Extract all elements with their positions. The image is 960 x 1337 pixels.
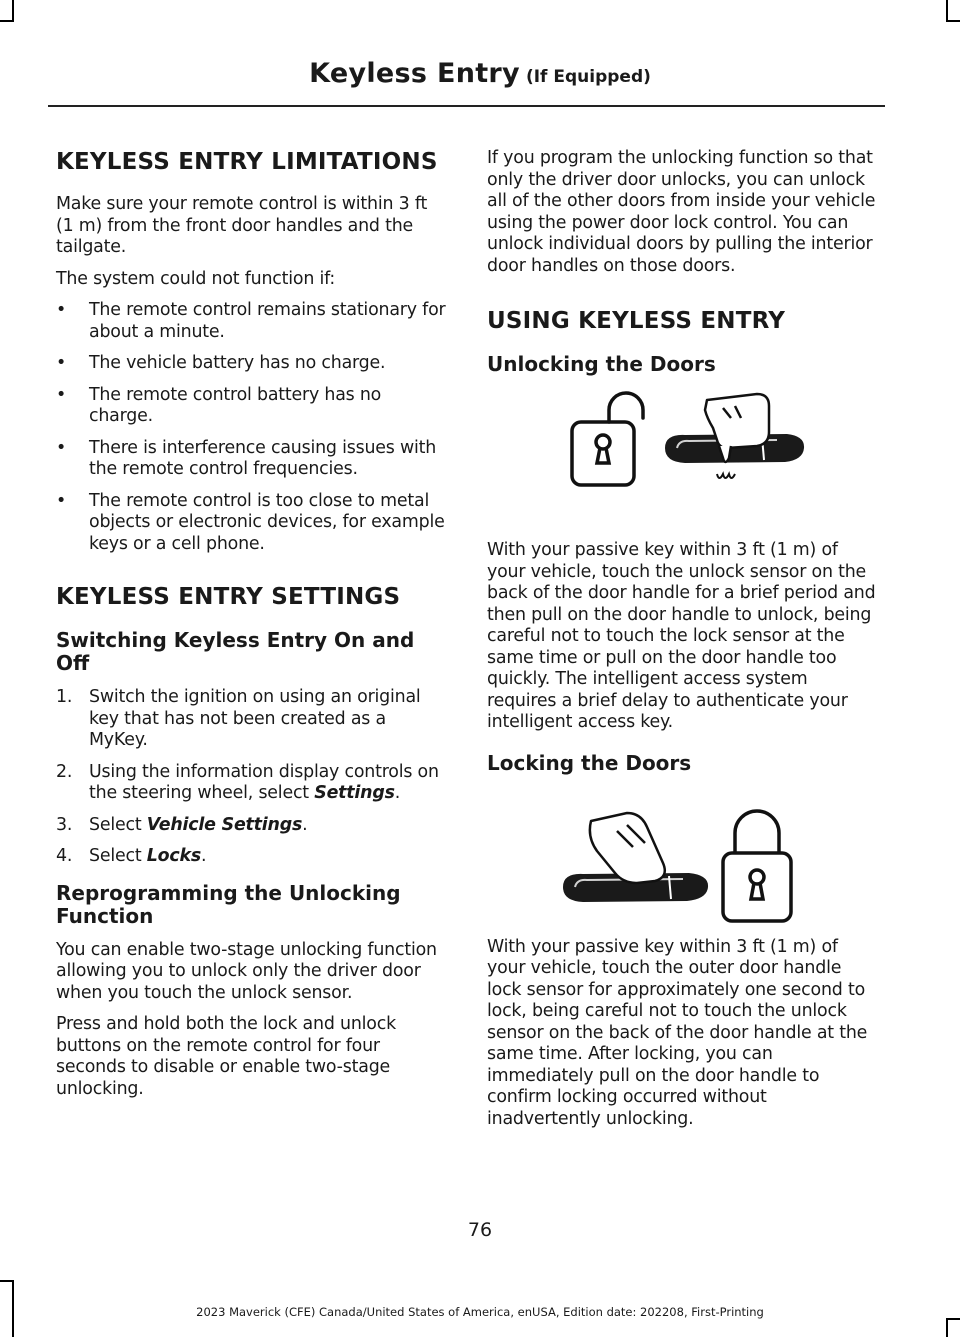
program-paragraph: If you program the unlocking function so that only the driver door unlocks, you can unlock all of the other doors from inside your vehicle using the power door lock control. You can unlock individual doors by pulling the interior door handles on those doors. bbox=[487, 148, 876, 276]
menu-term: Settings bbox=[314, 783, 395, 803]
locking-heading: Locking the Doors bbox=[487, 750, 692, 775]
left-column bbox=[56, 148, 448, 1110]
unlock-figure-svg bbox=[487, 388, 880, 530]
reprogram-paragraph-2: Press and hold both the lock and unlock buttons on the remote control for four seconds to disable or enable two-stage unlocking. bbox=[56, 1014, 396, 1099]
crop-mark bbox=[946, 1318, 948, 1337]
crop-mark bbox=[12, 0, 14, 22]
menu-term: Locks bbox=[146, 846, 202, 866]
crop-mark bbox=[0, 1280, 14, 1282]
page-number: 76 bbox=[467, 1219, 493, 1241]
crop-mark bbox=[946, 0, 948, 22]
header-rule bbox=[48, 105, 885, 107]
section-subtitle: (If Equipped) bbox=[525, 67, 651, 87]
right-column bbox=[487, 148, 880, 1140]
unlocked-padlock-icon bbox=[572, 393, 643, 485]
unlocking-paragraph: With your passive key within 3 ft (1 m) of your vehicle, touch the unlock sensor on the back of the door handle for a brief period and then pull on the door handle to unlock, being careful not to touch the lock sensor at the same time or pull on the door handle too quickly. The intelligent access system requires a brief delay to authenticate your intelligent access key. bbox=[487, 540, 876, 732]
hand-pressing-icon bbox=[590, 813, 665, 883]
bullet-marker: • bbox=[56, 384, 67, 405]
settings-heading: KEYLESS ENTRY SETTINGS bbox=[56, 584, 401, 610]
limitations-list bbox=[56, 300, 448, 555]
list-item: • The vehicle battery has no charge. bbox=[56, 353, 386, 373]
list-item: 1. Switch the ignition on using an original key that has not been created as a MyKey. bbox=[56, 687, 421, 750]
reprogram-paragraph-1: You can enable two-stage unlocking function allowing you to unlock only the driver door when you touch the unlock sensor. bbox=[56, 939, 437, 1003]
list-item: • There is interference causing issues with the remote control frequencies. bbox=[56, 437, 437, 479]
locked-padlock-icon bbox=[723, 811, 791, 921]
bullet-marker: • bbox=[56, 437, 67, 458]
list-item: 4. Select Locks. bbox=[56, 846, 207, 866]
crop-mark bbox=[0, 20, 14, 22]
limitations-intro: Make sure your remote control is within 3 ft (1 m) from the front door handles and the tailgate. bbox=[56, 194, 428, 257]
using-heading: USING KEYLESS ENTRY bbox=[487, 308, 786, 334]
switching-heading: Switching Keyless Entry On and Off bbox=[56, 628, 415, 675]
page-footer: 2023 Maverick (CFE) Canada/United States of America, enUSA, Edition date: 202208, First-Printing bbox=[196, 1305, 764, 1319]
crop-mark bbox=[946, 20, 960, 22]
lock-figure-svg bbox=[487, 787, 880, 927]
reprogram-heading: Reprogramming the Unlocking Function bbox=[56, 880, 401, 928]
touch-indicator-icon bbox=[717, 474, 735, 478]
section-title: Keyless Entry bbox=[309, 58, 520, 89]
list-item: • The remote control is too close to metal objects or electronic devices, for example keys or a cell phone. bbox=[56, 490, 445, 554]
page-header bbox=[0, 58, 960, 89]
unlock-illustration bbox=[487, 388, 880, 530]
bullet-marker: • bbox=[56, 300, 67, 320]
bullet-marker: • bbox=[56, 353, 67, 373]
list-item: 2. Using the information display controls on the steering wheel, select Settings. bbox=[56, 761, 439, 803]
list-item: • The remote control battery has no charge. bbox=[56, 384, 382, 426]
list-item: • The remote control remains stationary for about a minute. bbox=[56, 300, 446, 342]
limitations-heading: KEYLESS ENTRY LIMITATIONS bbox=[56, 149, 438, 175]
menu-term: Vehicle Settings bbox=[146, 814, 303, 835]
lock-illustration bbox=[487, 787, 880, 927]
limitations-lead: The system could not function if: bbox=[56, 268, 336, 289]
locking-paragraph: With your passive key within 3 ft (1 m) of your vehicle, touch the outer door handle lock sensor for approximately one second to lock, being careful not to touch the unlock sensor on the back of the door handle at the same time. After locking, you can immediately pull on the door handle to confirm locking occurred without inadvertently unlocking. bbox=[487, 936, 868, 1129]
list-item: 3. Select Vehicle Settings. bbox=[56, 814, 308, 835]
steps-list bbox=[56, 687, 448, 868]
unlocking-heading: Unlocking the Doors bbox=[487, 352, 716, 376]
bullet-marker: • bbox=[56, 490, 67, 511]
